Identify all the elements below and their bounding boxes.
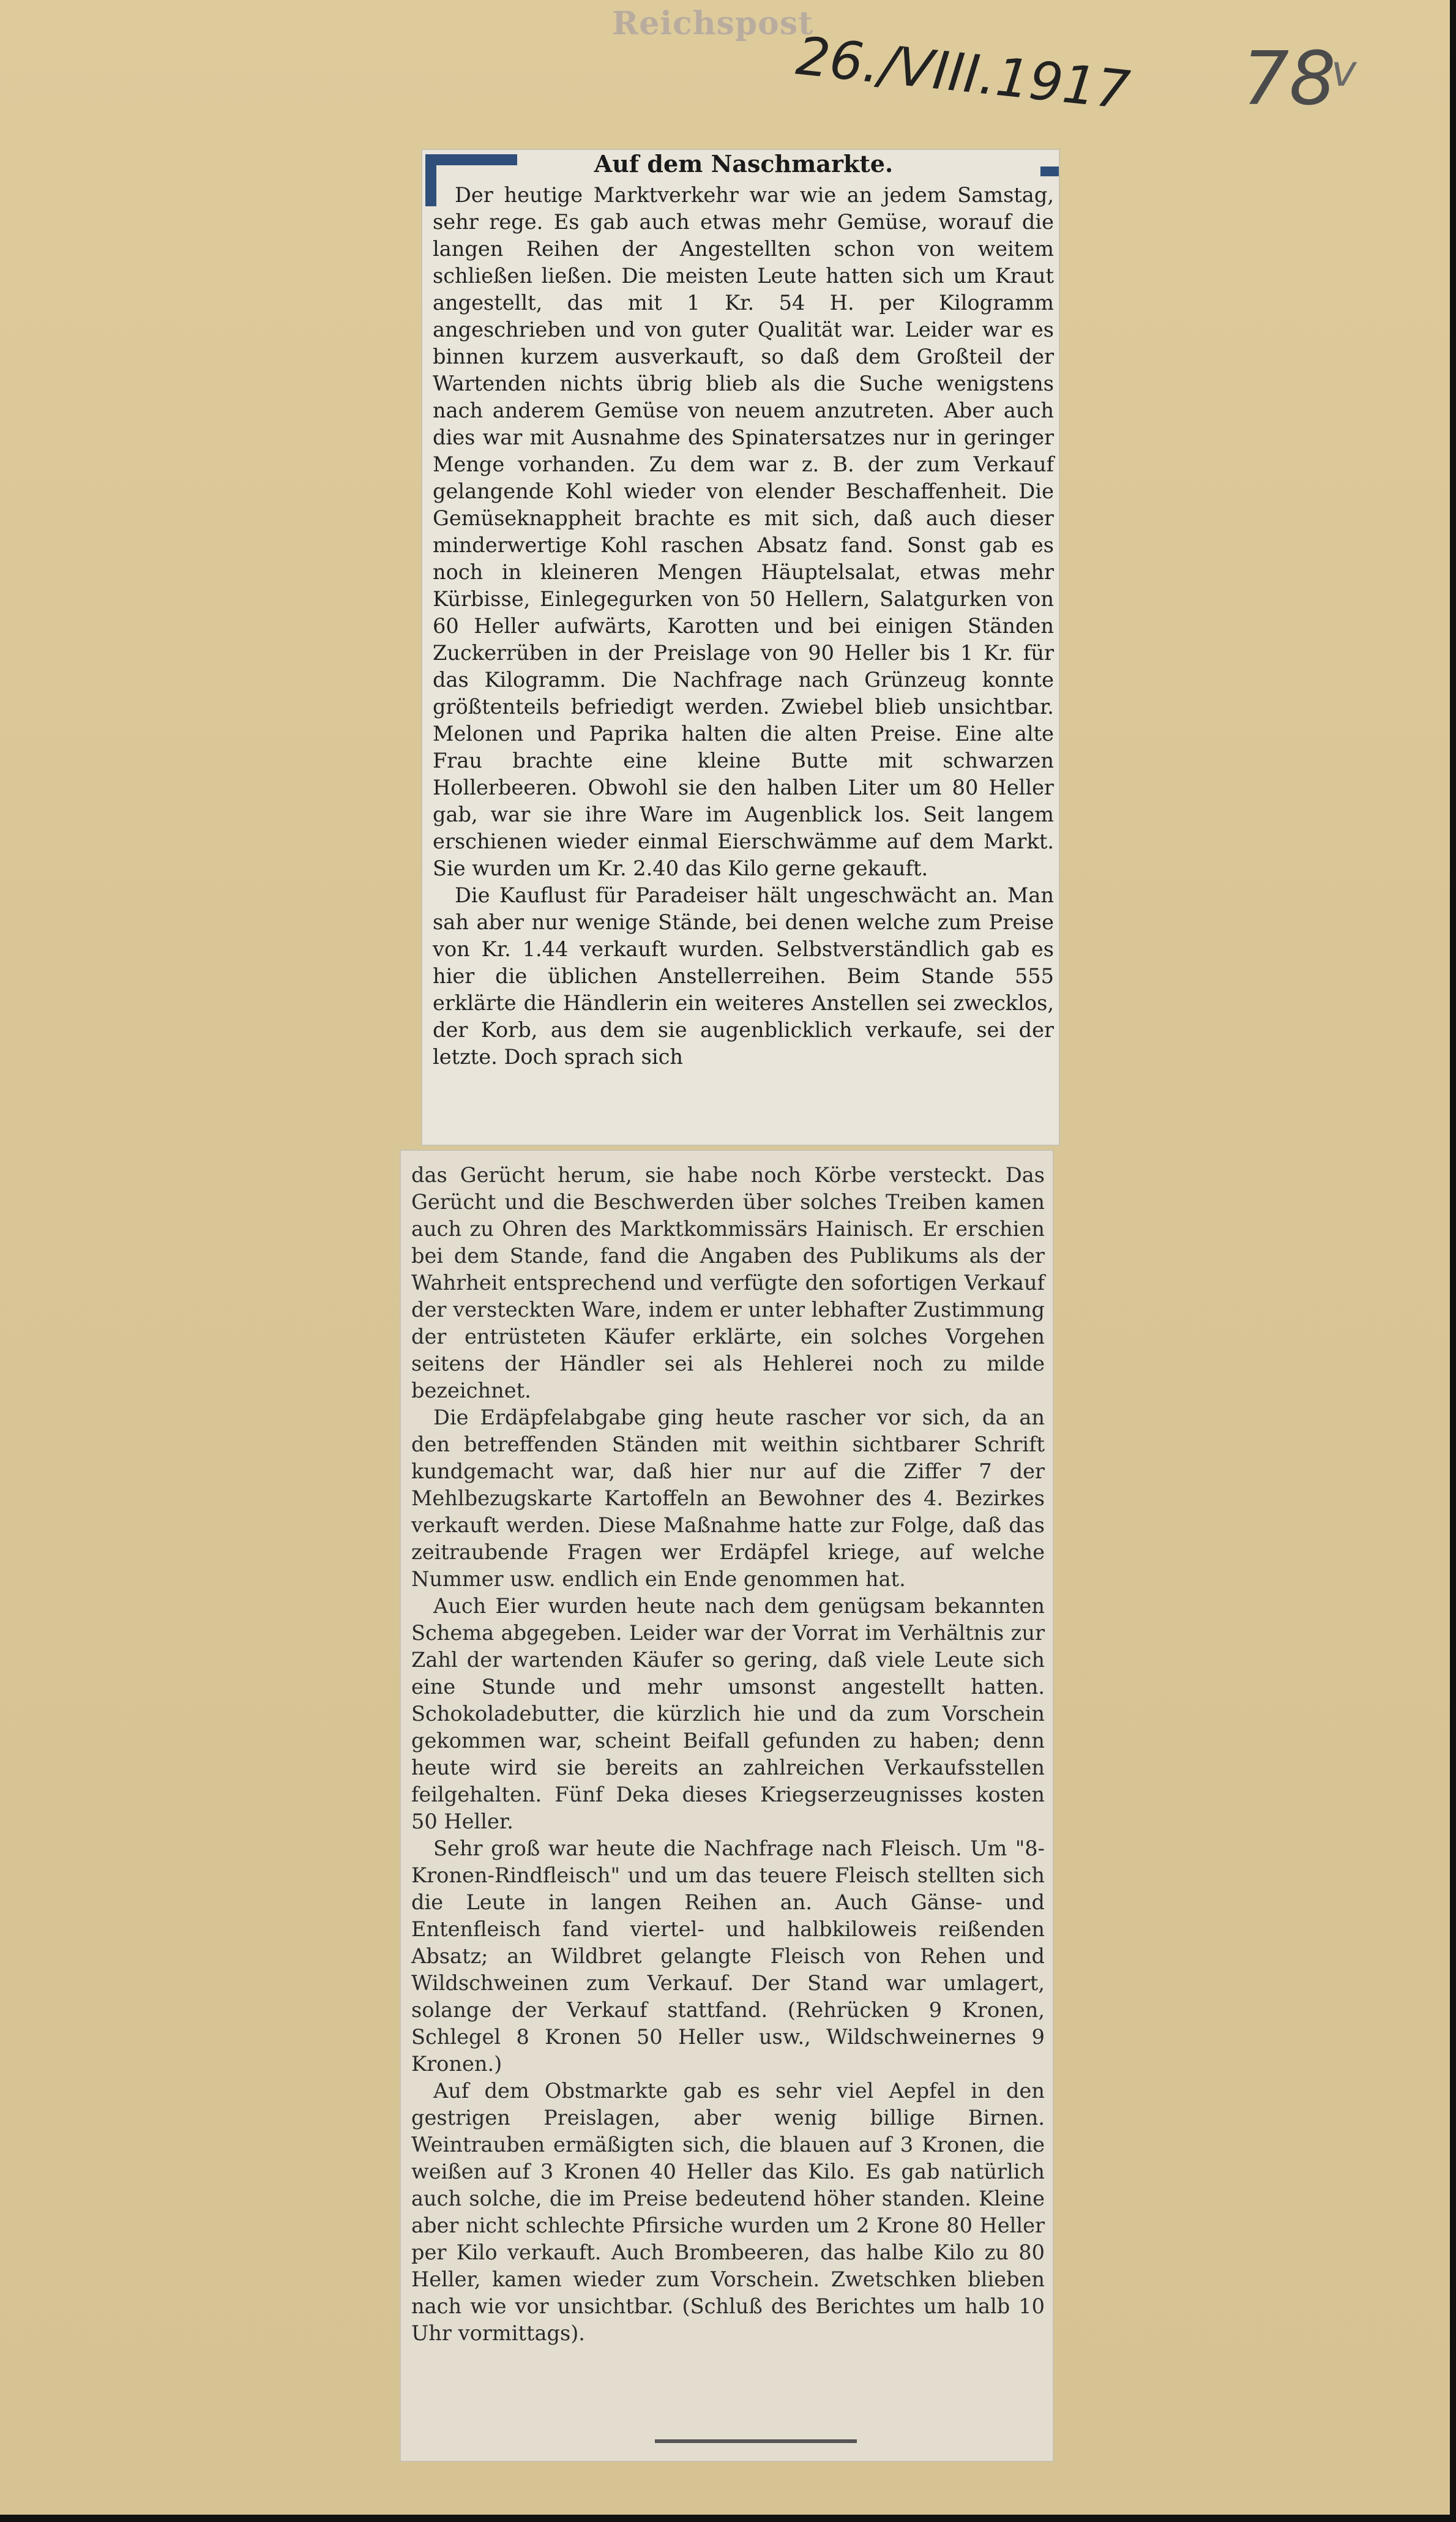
article-headline: Auf dem Naschmarkte. [594, 150, 894, 178]
newspaper-stamp: Reichspost [612, 5, 814, 42]
handwritten-date: 26./VIII.1917 [793, 25, 1133, 122]
paragraph: Sehr groß war heute die Nachfrage nach Fleisch. Um "8-Kronen-Rindfleisch" und um das teuere Fleisch stellten sich die Leute in langen Reihen an. Auch Gänse- und Entenfleisch fand viertel- und halbkiloweis reißenden Absatz; an Wildbret gelangte Fleisch von Rehen und Wildschweinen zum Verkauf. Der Stand war umlagert, solange der Verkauf stattfand. (Rehrücken 9 Kronen, Schlegel 8 Kronen 50 Heller usw., Wildschweinernes 9 Kronen.) [411, 1836, 1045, 2076]
scan-border-bottom [0, 2515, 1456, 2522]
scan-border-right [1450, 0, 1456, 2522]
paragraph: das Gerücht herum, sie habe noch Körbe versteckt. Das Gerücht und die Beschwerden über solches Treiben kamen auch zu Ohren des Marktkommissärs Hainisch. Er erschien bei dem Stande, fand die Angaben des Publikums als der Wahrheit entsprechend und verfügte den sofortigen Verkauf der versteckten Ware, indem er unter lebhafter Zustimmung der entrüsteten Käufer erklärte, ein solches Vorgehen seitens der Händler sei als Hehlerei noch zu milde bezeichnet. [411, 1163, 1045, 1402]
paragraph: Die Kauflust für Paradeiser hält ungeschwächt an. Man sah aber nur wenige Stände, bei denen welche zum Preise von Kr. 1.44 verkauft wurden. Selbstverständlich gab es hier die üblichen Anstellerreihen. Beim Stande 555 erklärte die Händlerin ein weiteres Anstellen sei zwecklos, der Korb, aus dem sie augenblicklich verkaufe, sei der letzte. Doch sprach sich [433, 883, 1054, 1069]
handwritten-number: 78 [1242, 37, 1336, 122]
paragraph: Der heutige Marktverkehr war wie an jedem Samstag, sehr rege. Es gab auch etwas mehr Gemüse, worauf die langen Reihen der Angestellten schon von weitem schließen ließen. Die meisten Leute hatten sich um Kraut angestellt, das mit 1 Kr. 54 H. per Kilogramm angeschrieben und von guter Qualität war. Leider war es binnen kurzem ausverkauft, so daß dem Großteil der Wartenden nichts übrig blieb als die Suche wenigstens nach anderem Gemüse von neuem anzutreten. Aber auch dies war mit Ausnahme des Spinatersatzes nur in geringer Menge vorhanden. Zu dem war z. B. der zum Verkauf gelangende Kohl wieder von elender Beschaffenheit. Die Gemüseknappheit brachte es mit sich, daß auch dieser minderwertige Kohl raschen Absatz fand. Sonst gab es noch in kleineren Mengen Häuptelsalat, etwas mehr Kürbisse, Einlegegurken von 50 Hellern, Salatgurken von 60 Heller aufwärts, Karotten und bei einigen Ständen Zuckerrüben in der Preislage von 90 Heller bis 1 Kr. für das Kilogramm. Die Nachfrage nach Grünzeug konnte größtenteils befriedigt werden. Zwiebel blieb unsichtbar. Melonen und Paprika halten die alten Preise. Eine alte Frau brachte eine kleine Butte mit schwarzen Hollerbeeren. Obwohl sie den halben Liter um 80 Heller gab, war sie ihre Ware im Augenblick los. Seit langem erschienen wieder einmal Eierschwämme auf dem Markt. Sie wurden um Kr. 2.40 das Kilo gerne gekauft. [433, 183, 1054, 880]
article-column-part-1 [433, 182, 1054, 1071]
paragraph: Auf dem Obstmarkte gab es sehr viel Aepfel in den gestrigen Preislagen, aber wenig billige Birnen. Weintrauben ermäßigten sich, die blauen auf 3 Kronen, die weißen auf 3 Kronen 40 Heller das Kilo. Es gab natürlich auch solche, die im Preise bedeutend höher standen. Kleine aber nicht schlechte Pfirsiche wurden um 2 Krone 80 Heller per Kilo verkauft. Auch Brombeeren, das halbe Kilo zu 80 Heller, kamen wieder zum Vorschein. Zwetschken blieben nach wie vor unsichtbar. (Schluß des Berichtes um halb 10 Uhr vormittags). [411, 2079, 1045, 2345]
paragraph: Auch Eier wurden heute nach dem genügsam bekannten Schema abgegeben. Leider war der Vorrat im Verhältnis zur Zahl der wartenden Käufer so gering, daß viele Leute sich eine Stunde und mehr umsonst angestellt hatten. Schokoladebutter, die kürzlich hie und da zum Vorschein gekommen war, scheint Beifall gefunden zu haben; denn heute wird sie bereits an zahlreichen Verkaufsstellen feilgehalten. Fünf Deka dieses Kriegserzeugnisses kosten 50 Heller. [411, 1594, 1045, 1833]
end-rule [655, 2439, 857, 2443]
paragraph: Die Erdäpfelabgabe ging heute rascher vor sich, da an den betreffenden Ständen mit weithin sichtbarer Schrift kundgemacht war, daß hier nur auf die Ziffer 7 der Mehlbezugskarte Kartoffeln an Bewohner des 4. Bezirkes verkauft werden. Diese Maßnahme hatte zur Folge, daß das zeitraubende Fragen wer Erdäpfel kriege, auf welche Nummer usw. endlich ein Ende genommen hat. [411, 1405, 1045, 1591]
handwritten-checkmark: v [1331, 46, 1357, 96]
article-column-part-2 [411, 1162, 1045, 2347]
